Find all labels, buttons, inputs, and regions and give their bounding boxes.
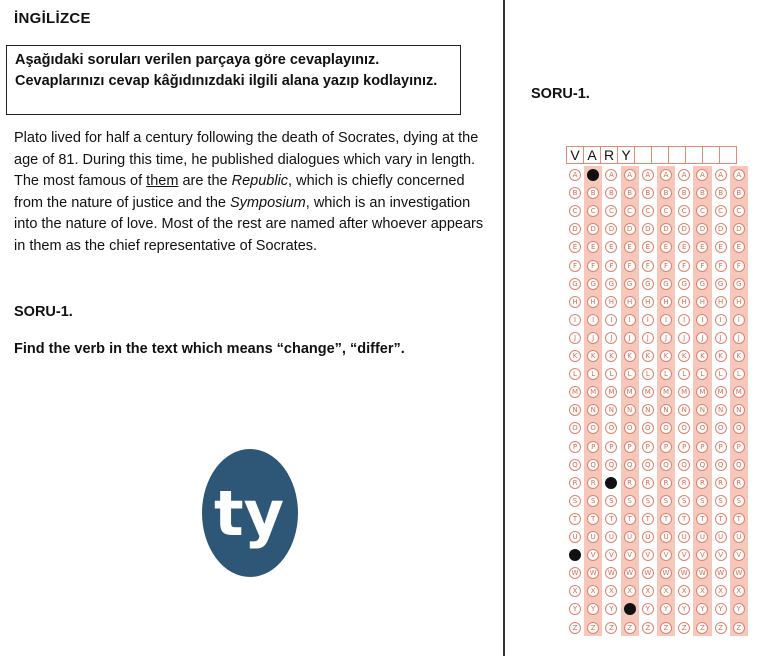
bubble[interactable]: O — [624, 422, 636, 434]
bubble[interactable]: F — [624, 260, 636, 272]
bubble[interactable]: X — [605, 585, 617, 597]
bubble[interactable]: S — [642, 495, 654, 507]
bubble[interactable]: M — [587, 386, 599, 398]
bubble[interactable]: J — [587, 332, 599, 344]
bubble[interactable]: W — [733, 567, 745, 579]
bubble[interactable]: M — [733, 386, 745, 398]
bubble[interactable]: U — [678, 531, 690, 543]
bubble[interactable]: C — [660, 205, 672, 217]
bubble[interactable]: N — [715, 404, 727, 416]
bubble[interactable]: S — [624, 495, 636, 507]
bubble[interactable]: L — [587, 368, 599, 380]
bubble[interactable]: B — [642, 187, 654, 199]
bubble[interactable]: L — [678, 368, 690, 380]
bubble[interactable]: O — [605, 422, 617, 434]
bubble[interactable]: V — [642, 549, 654, 561]
bubble[interactable]: T — [587, 513, 599, 525]
bubble[interactable]: G — [660, 278, 672, 290]
bubble[interactable]: Y — [569, 603, 581, 615]
bubble[interactable]: C — [678, 205, 690, 217]
bubble[interactable]: K — [624, 350, 636, 362]
bubble[interactable]: Z — [569, 622, 581, 634]
bubble[interactable]: J — [660, 332, 672, 344]
bubble[interactable]: K — [569, 350, 581, 362]
bubble[interactable]: C — [733, 205, 745, 217]
bubble[interactable]: E — [624, 241, 636, 253]
bubble[interactable]: P — [587, 441, 599, 453]
bubble[interactable]: Q — [733, 459, 745, 471]
bubble[interactable]: O — [569, 422, 581, 434]
bubble[interactable]: I — [587, 314, 599, 326]
bubble[interactable]: W — [696, 567, 708, 579]
bubble[interactable]: Z — [715, 622, 727, 634]
bubble[interactable]: D — [587, 223, 599, 235]
bubble[interactable]: G — [733, 278, 745, 290]
bubble[interactable]: M — [624, 386, 636, 398]
bubble[interactable]: T — [678, 513, 690, 525]
bubble[interactable]: W — [587, 567, 599, 579]
bubble[interactable]: R — [569, 477, 581, 489]
passage-text: , which is an investigation into the nature of love. Most of the rest are named after whoever appears in them as the chief representative of Socrates. — [14, 194, 484, 254]
bubble[interactable]: D — [696, 223, 708, 235]
bubble[interactable]: S — [678, 495, 690, 507]
bubble[interactable]: P — [642, 441, 654, 453]
bubble[interactable]: M — [696, 386, 708, 398]
bubble[interactable]: V — [605, 549, 617, 561]
bubble[interactable]: J — [678, 332, 690, 344]
bubble[interactable]: H — [605, 296, 617, 308]
bubble[interactable]: O — [696, 422, 708, 434]
bubble-column — [693, 166, 711, 636]
bubble[interactable]: T — [605, 513, 617, 525]
bubble[interactable]: T — [715, 513, 727, 525]
answer-letter-box[interactable]: A — [583, 146, 601, 164]
italic-title: Republic — [231, 173, 289, 189]
bubble[interactable]: A — [660, 169, 672, 181]
bubble[interactable]: G — [678, 278, 690, 290]
bubble[interactable]: R — [587, 477, 599, 489]
bubble[interactable]: Y — [715, 603, 727, 615]
underlined-word: them — [146, 173, 179, 189]
bubble[interactable]: W — [642, 567, 654, 579]
bubble[interactable]: I — [605, 314, 617, 326]
bubble[interactable]: X — [569, 585, 581, 597]
bubble[interactable]: F — [715, 260, 727, 272]
bubble[interactable]: Z — [624, 622, 636, 634]
bubble[interactable]: K — [715, 350, 727, 362]
bubble-filled[interactable]: V — [569, 549, 581, 561]
bubble[interactable]: B — [624, 187, 636, 199]
bubble[interactable]: I — [733, 314, 745, 326]
bubble[interactable]: B — [660, 187, 672, 199]
bubble[interactable]: K — [733, 350, 745, 362]
bubble[interactable]: H — [715, 296, 727, 308]
bubble[interactable]: A — [696, 169, 708, 181]
bubble[interactable]: S — [569, 495, 581, 507]
bubble[interactable]: P — [733, 441, 745, 453]
bubble[interactable]: M — [569, 386, 581, 398]
bubble[interactable]: S — [733, 495, 745, 507]
bubble[interactable]: L — [569, 368, 581, 380]
bubble[interactable]: N — [678, 404, 690, 416]
bubble[interactable]: A — [605, 169, 617, 181]
bubble[interactable]: L — [715, 368, 727, 380]
bubble[interactable]: U — [696, 531, 708, 543]
bubble[interactable]: R — [733, 477, 745, 489]
bubble[interactable]: O — [660, 422, 672, 434]
bubble[interactable]: H — [642, 296, 654, 308]
bubble[interactable]: K — [587, 350, 599, 362]
bubble[interactable]: G — [715, 278, 727, 290]
bubble[interactable]: T — [733, 513, 745, 525]
answer-letter-box[interactable]: R — [600, 146, 618, 164]
bubble[interactable]: O — [587, 422, 599, 434]
bubble[interactable]: Z — [642, 622, 654, 634]
bubble[interactable]: I — [624, 314, 636, 326]
bubble[interactable]: N — [733, 404, 745, 416]
bubble[interactable]: A — [642, 169, 654, 181]
bubble[interactable]: G — [605, 278, 617, 290]
bubble[interactable]: P — [660, 441, 672, 453]
bubble[interactable]: Z — [678, 622, 690, 634]
bubble[interactable]: X — [587, 585, 599, 597]
bubble[interactable]: Q — [678, 459, 690, 471]
bubble[interactable]: L — [733, 368, 745, 380]
bubble[interactable]: Z — [733, 622, 745, 634]
bubble-column — [621, 166, 639, 636]
answer-letter-box[interactable] — [702, 146, 720, 164]
bubble[interactable]: Y — [696, 603, 708, 615]
answer-letter-box[interactable]: V — [566, 146, 584, 164]
bubble[interactable]: B — [696, 187, 708, 199]
bubble[interactable]: H — [696, 296, 708, 308]
bubble[interactable]: W — [660, 567, 672, 579]
bubble[interactable]: F — [605, 260, 617, 272]
bubble[interactable]: S — [715, 495, 727, 507]
bubble[interactable]: Z — [696, 622, 708, 634]
bubble[interactable]: C — [642, 205, 654, 217]
bubble[interactable]: E — [660, 241, 672, 253]
bubble[interactable]: M — [660, 386, 672, 398]
bubble[interactable]: F — [696, 260, 708, 272]
bubble[interactable]: L — [624, 368, 636, 380]
bubble[interactable]: L — [660, 368, 672, 380]
bubble[interactable]: C — [696, 205, 708, 217]
bubble[interactable]: J — [642, 332, 654, 344]
bubble[interactable]: Q — [624, 459, 636, 471]
bubble[interactable]: D — [605, 223, 617, 235]
bubble[interactable]: I — [715, 314, 727, 326]
bubble[interactable]: M — [642, 386, 654, 398]
bubble[interactable]: C — [569, 205, 581, 217]
bubble[interactable]: U — [660, 531, 672, 543]
bubble[interactable]: L — [696, 368, 708, 380]
bubble[interactable]: I — [642, 314, 654, 326]
bubble[interactable]: F — [733, 260, 745, 272]
bubble[interactable]: T — [642, 513, 654, 525]
bubble[interactable]: U — [733, 531, 745, 543]
passage-text: , which is chiefly concerned from the nature of justice and the — [14, 173, 465, 211]
passage-text: are the — [178, 173, 232, 189]
bubble[interactable]: N — [696, 404, 708, 416]
bubble[interactable]: N — [587, 404, 599, 416]
bubble[interactable]: R — [678, 477, 690, 489]
answer-letter-box[interactable] — [685, 146, 703, 164]
bubble[interactable]: K — [642, 350, 654, 362]
bubble[interactable]: G — [624, 278, 636, 290]
optic-answer-sheet — [566, 146, 748, 636]
bubble[interactable]: S — [660, 495, 672, 507]
bubble[interactable]: Y — [587, 603, 599, 615]
bubble[interactable]: B — [733, 187, 745, 199]
bubble[interactable]: C — [715, 205, 727, 217]
bubble[interactable]: G — [569, 278, 581, 290]
bubble[interactable]: N — [624, 404, 636, 416]
answer-letter-box[interactable] — [634, 146, 652, 164]
bubble[interactable]: I — [678, 314, 690, 326]
bubble[interactable]: N — [660, 404, 672, 416]
bubble[interactable]: N — [642, 404, 654, 416]
bubble[interactable]: H — [624, 296, 636, 308]
bubble[interactable]: W — [605, 567, 617, 579]
passage-text: Plato lived for half a century following the death of Socrates, dying at the age of 81. During this time, he published dialogues which vary in length. The most famous of — [14, 130, 479, 189]
bubble[interactable]: C — [587, 205, 599, 217]
bubble[interactable]: D — [678, 223, 690, 235]
bubble[interactable]: G — [587, 278, 599, 290]
answer-letter-box[interactable] — [651, 146, 669, 164]
bubble[interactable]: G — [642, 278, 654, 290]
bubble[interactable]: V — [587, 549, 599, 561]
bubble[interactable]: U — [624, 531, 636, 543]
bubble[interactable]: N — [605, 404, 617, 416]
bubble[interactable]: B — [587, 187, 599, 199]
bubble[interactable]: J — [569, 332, 581, 344]
bubble[interactable]: H — [587, 296, 599, 308]
bubble[interactable]: Q — [696, 459, 708, 471]
bubble[interactable]: Q — [642, 459, 654, 471]
bubble[interactable]: E — [696, 241, 708, 253]
bubble[interactable]: Z — [587, 622, 599, 634]
bubble[interactable]: H — [660, 296, 672, 308]
bubble[interactable]: U — [569, 531, 581, 543]
bubble[interactable]: Q — [569, 459, 581, 471]
bubble[interactable]: Y — [678, 603, 690, 615]
bubble[interactable]: M — [605, 386, 617, 398]
bubble[interactable]: J — [715, 332, 727, 344]
subject-title: İNGİLİZCE — [14, 10, 91, 27]
bubble[interactable]: X — [660, 585, 672, 597]
bubble[interactable]: Q — [605, 459, 617, 471]
bubble[interactable]: T — [660, 513, 672, 525]
bubble[interactable]: S — [587, 495, 599, 507]
reading-passage — [14, 128, 484, 257]
bubble[interactable]: P — [569, 441, 581, 453]
bubble[interactable]: V — [696, 549, 708, 561]
bubble[interactable]: W — [715, 567, 727, 579]
bubble[interactable]: J — [605, 332, 617, 344]
bubble-grid — [566, 166, 748, 636]
bubble[interactable]: B — [715, 187, 727, 199]
bubble[interactable]: E — [678, 241, 690, 253]
bubble[interactable]: P — [605, 441, 617, 453]
bubble[interactable]: Y — [605, 603, 617, 615]
bubble[interactable]: Z — [605, 622, 617, 634]
bubble[interactable]: O — [642, 422, 654, 434]
bubble[interactable]: D — [624, 223, 636, 235]
bubble[interactable]: X — [715, 585, 727, 597]
bubble[interactable]: A — [624, 169, 636, 181]
page-divider — [503, 0, 505, 656]
bubble[interactable]: A — [733, 169, 745, 181]
bubble[interactable]: R — [715, 477, 727, 489]
bubble[interactable]: E — [642, 241, 654, 253]
bubble[interactable]: Q — [715, 459, 727, 471]
logo-text: ty — [213, 477, 285, 550]
bubble[interactable]: I — [660, 314, 672, 326]
bubble[interactable]: J — [733, 332, 745, 344]
bubble[interactable]: G — [696, 278, 708, 290]
bubble[interactable]: L — [642, 368, 654, 380]
answer-letter-box[interactable]: Y — [617, 146, 635, 164]
bubble[interactable]: E — [587, 241, 599, 253]
bubble[interactable]: A — [715, 169, 727, 181]
bubble[interactable]: R — [642, 477, 654, 489]
bubble[interactable]: S — [605, 495, 617, 507]
bubble[interactable]: O — [715, 422, 727, 434]
bubble[interactable]: V — [733, 549, 745, 561]
bubble[interactable]: A — [569, 169, 581, 181]
bubble[interactable]: T — [696, 513, 708, 525]
bubble[interactable]: E — [733, 241, 745, 253]
bubble[interactable]: J — [696, 332, 708, 344]
bubble[interactable]: N — [569, 404, 581, 416]
bubble[interactable]: W — [569, 567, 581, 579]
bubble[interactable]: U — [605, 531, 617, 543]
bubble[interactable]: X — [696, 585, 708, 597]
bubble[interactable]: C — [624, 205, 636, 217]
bubble[interactable]: D — [660, 223, 672, 235]
bubble-column — [639, 166, 657, 636]
bubble[interactable]: E — [569, 241, 581, 253]
bubble[interactable]: W — [624, 567, 636, 579]
bubble[interactable]: S — [696, 495, 708, 507]
bubble[interactable]: X — [624, 585, 636, 597]
bubble-column — [584, 166, 602, 636]
bubble[interactable]: B — [605, 187, 617, 199]
bubble[interactable]: H — [733, 296, 745, 308]
bubble-column — [675, 166, 693, 636]
bubble[interactable]: W — [678, 567, 690, 579]
bubble[interactable]: V — [660, 549, 672, 561]
bubble[interactable]: P — [696, 441, 708, 453]
bubble[interactable]: Y — [660, 603, 672, 615]
bubble-column — [602, 166, 620, 636]
bubble[interactable]: K — [660, 350, 672, 362]
bubble[interactable]: D — [715, 223, 727, 235]
bubble[interactable]: K — [696, 350, 708, 362]
bubble[interactable]: M — [715, 386, 727, 398]
bubble[interactable]: L — [605, 368, 617, 380]
answer-letter-box[interactable] — [668, 146, 686, 164]
bubble[interactable]: H — [569, 296, 581, 308]
bubble[interactable]: D — [733, 223, 745, 235]
bubble[interactable]: B — [678, 187, 690, 199]
question-label: SORU-1. — [14, 304, 73, 320]
bubble[interactable]: D — [569, 223, 581, 235]
bubble[interactable]: U — [642, 531, 654, 543]
bubble-filled[interactable]: R — [605, 477, 617, 489]
bubble[interactable]: O — [733, 422, 745, 434]
answer-letter-box[interactable] — [719, 146, 737, 164]
bubble[interactable]: Q — [587, 459, 599, 471]
bubble[interactable]: T — [569, 513, 581, 525]
bubble[interactable]: P — [715, 441, 727, 453]
bubble[interactable]: H — [678, 296, 690, 308]
bubble[interactable]: K — [678, 350, 690, 362]
bubble[interactable]: V — [715, 549, 727, 561]
ty-logo — [202, 449, 298, 577]
bubble[interactable]: F — [642, 260, 654, 272]
bubble-column — [730, 166, 748, 636]
bubble[interactable]: R — [660, 477, 672, 489]
bubble[interactable]: P — [678, 441, 690, 453]
bubble[interactable]: E — [715, 241, 727, 253]
bubble[interactable]: V — [624, 549, 636, 561]
bubble[interactable]: R — [696, 477, 708, 489]
bubble[interactable]: O — [678, 422, 690, 434]
bubble[interactable]: J — [624, 332, 636, 344]
bubble-column — [566, 166, 584, 636]
bubble[interactable]: F — [660, 260, 672, 272]
bubble-filled[interactable]: A — [587, 169, 599, 181]
bubble[interactable]: Q — [660, 459, 672, 471]
bubble[interactable]: C — [605, 205, 617, 217]
bubble[interactable]: T — [624, 513, 636, 525]
bubble[interactable]: X — [733, 585, 745, 597]
bubble[interactable]: I — [696, 314, 708, 326]
bubble-column — [657, 166, 675, 636]
bubble[interactable]: X — [678, 585, 690, 597]
bubble[interactable]: R — [624, 477, 636, 489]
answer-sheet-question-label: SORU-1. — [531, 86, 590, 102]
bubble[interactable]: A — [678, 169, 690, 181]
bubble[interactable]: U — [587, 531, 599, 543]
italic-title: Symposium — [230, 194, 306, 211]
bubble[interactable]: P — [624, 441, 636, 453]
answer-letter-boxes — [566, 146, 748, 164]
bubble[interactable]: Y — [642, 603, 654, 615]
bubble[interactable]: M — [678, 386, 690, 398]
bubble[interactable]: F — [587, 260, 599, 272]
bubble[interactable]: X — [642, 585, 654, 597]
bubble[interactable]: F — [678, 260, 690, 272]
question-text: Find the verb in the text which means “change”, “differ”. — [14, 341, 405, 357]
bubble[interactable]: V — [678, 549, 690, 561]
bubble-column — [712, 166, 730, 636]
bubble[interactable]: D — [642, 223, 654, 235]
bubble[interactable]: K — [605, 350, 617, 362]
bubble[interactable]: B — [569, 187, 581, 199]
bubble-filled[interactable]: Y — [624, 603, 636, 615]
instruction-box: Aşağıdaki soruları verilen parçaya göre cevaplayınız. Cevaplarınızı cevap kâğıdınızdaki ilgili alana yazıp kodlayınız. — [6, 45, 461, 115]
bubble[interactable]: I — [569, 314, 581, 326]
bubble[interactable]: U — [715, 531, 727, 543]
bubble[interactable]: F — [569, 260, 581, 272]
bubble[interactable]: Y — [733, 603, 745, 615]
bubble[interactable]: Z — [660, 622, 672, 634]
bubble[interactable]: E — [605, 241, 617, 253]
